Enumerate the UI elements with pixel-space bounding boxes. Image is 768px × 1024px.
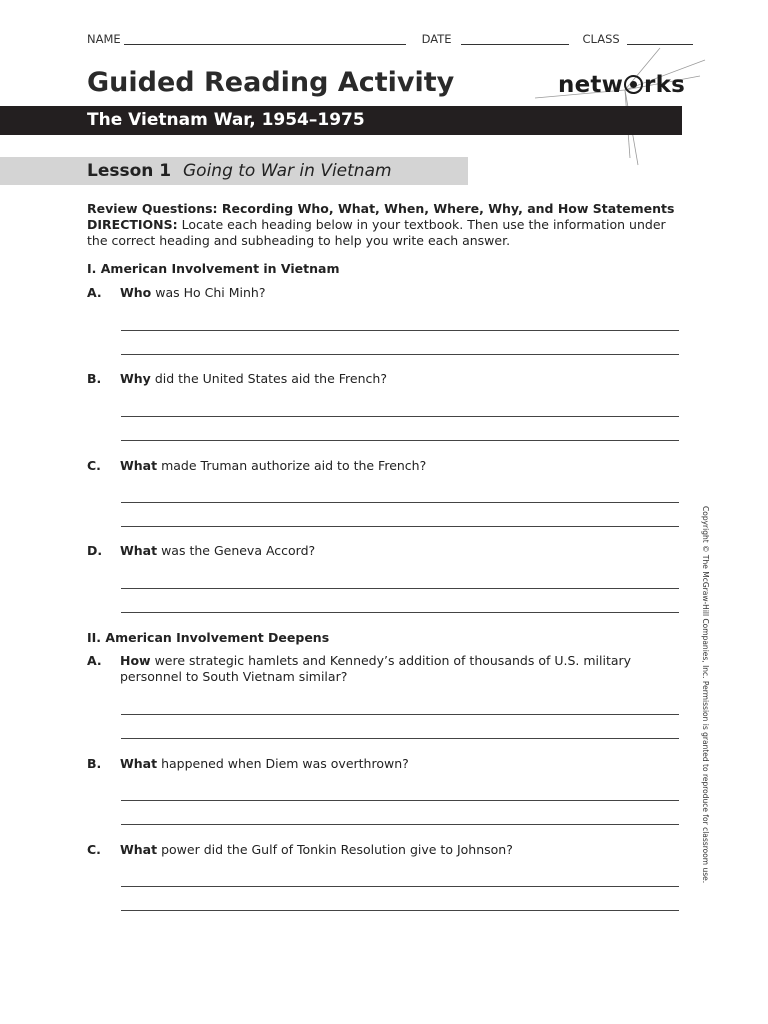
section-heading: II. American Involvement Deepens (87, 630, 330, 645)
answer-line[interactable] (121, 440, 679, 441)
question-text: happened when Diem was overthrown? (157, 756, 409, 771)
question-text: were strategic hamlets and Kennedy’s addition of thousands of U.S. military personnel to South Vietnam similar? (120, 653, 632, 684)
name-field[interactable] (124, 32, 406, 45)
question-letter: C. (87, 842, 101, 857)
lesson-number: Lesson 1 (87, 161, 172, 181)
question-keyword: What (120, 756, 158, 771)
question-keyword: Who (120, 285, 152, 300)
logo-text-end: rks (644, 72, 685, 98)
subtitle-bar (0, 106, 682, 135)
answer-line[interactable] (121, 612, 679, 613)
directions-block (87, 201, 682, 249)
section-heading: I. American Involvement in Vietnam (87, 261, 340, 276)
chapter-title: The Vietnam War, 1954–1975 (87, 110, 365, 130)
answer-line[interactable] (121, 886, 679, 887)
lesson-bar (0, 157, 468, 185)
logo-text-start: netw (558, 72, 624, 98)
networks-logo (558, 72, 685, 98)
question-letter: A. (87, 653, 102, 668)
directions-heading: Review Questions: Recording Who, What, When, Where, Why, and How Statements (87, 201, 675, 216)
question-letter: C. (87, 458, 101, 473)
name-label: NAME (87, 32, 121, 46)
question-keyword: Why (120, 371, 151, 386)
question-text: made Truman authorize aid to the French? (157, 458, 427, 473)
class-label: CLASS (582, 32, 620, 46)
answer-line[interactable] (121, 526, 679, 527)
copyright-notice: Copyright © The McGraw-Hill Companies, Inc. Permission is granted to reproduce for classroom use. (701, 506, 710, 884)
answer-line[interactable] (121, 738, 679, 739)
date-label: DATE (421, 32, 452, 46)
directions-label: DIRECTIONS: (87, 217, 178, 232)
answer-line[interactable] (121, 910, 679, 911)
answer-line[interactable] (121, 354, 679, 355)
gear-icon (624, 75, 643, 94)
answer-line[interactable] (121, 714, 679, 715)
question-keyword: What (120, 458, 158, 473)
answer-line[interactable] (121, 824, 679, 825)
lesson-name: Going to War in Vietnam (183, 161, 392, 181)
question-letter: B. (87, 756, 102, 771)
answer-line[interactable] (121, 502, 679, 503)
answer-line[interactable] (121, 800, 679, 801)
question-keyword: What (120, 842, 158, 857)
question-text: was Ho Chi Minh? (151, 285, 266, 300)
question-letter: D. (87, 543, 103, 558)
answer-line[interactable] (121, 330, 679, 331)
directions-text: Locate each heading below in your textbook. Then use the information under the correct heading and subheading to help you write each answer. (87, 217, 666, 248)
question-keyword: How (120, 653, 151, 668)
page-title: Guided Reading Activity (87, 67, 455, 98)
question-text: was the Geneva Accord? (157, 543, 316, 558)
question-text: did the United States aid the French? (150, 371, 387, 386)
question-letter: B. (87, 371, 102, 386)
answer-line[interactable] (121, 416, 679, 417)
question-letter: A. (87, 285, 102, 300)
answer-line[interactable] (121, 588, 679, 589)
networks-burst-graphic (530, 40, 710, 170)
question-text: power did the Gulf of Tonkin Resolution give to Johnson? (157, 842, 513, 857)
question-keyword: What (120, 543, 158, 558)
